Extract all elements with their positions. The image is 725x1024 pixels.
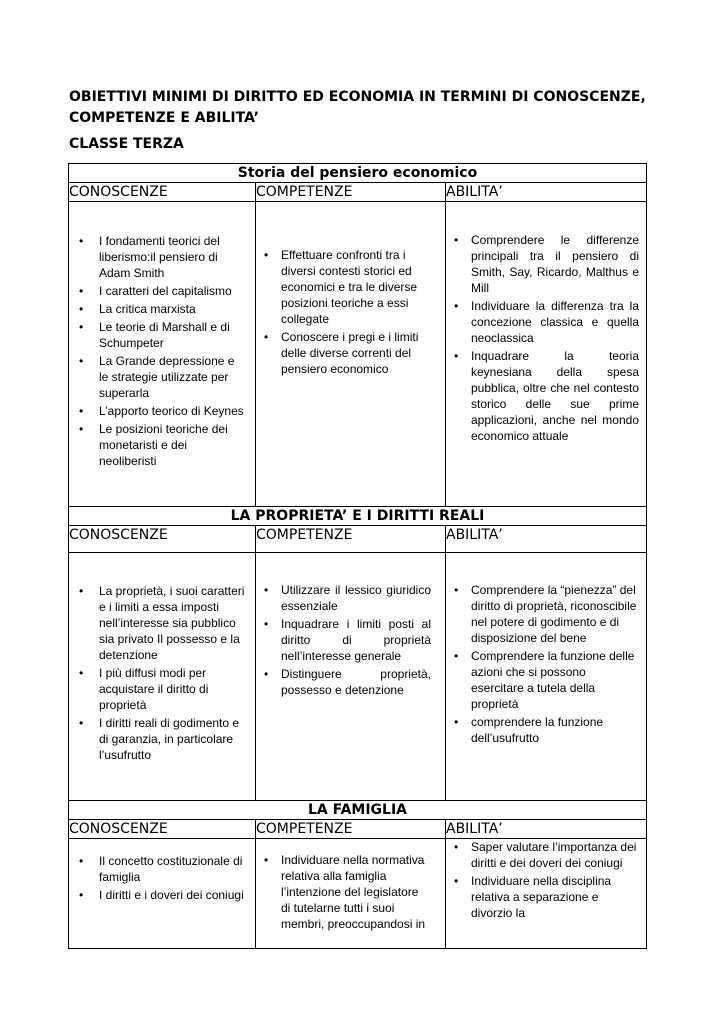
column-header-competenze: COMPETENZE xyxy=(256,526,446,553)
section-title: LA PROPRIETA’ E I DIRITTI REALI xyxy=(69,507,647,526)
list-item: • Inquadrare i limiti posti al diritto di proprietà nell’interesse generale xyxy=(256,616,445,664)
list-item: • Utilizzare il lessico giuridico essenziale xyxy=(256,582,445,614)
objectives-table xyxy=(68,163,647,949)
column-header-competenze: COMPETENZE xyxy=(256,183,446,202)
list-item: • Individuare la differenza tra la concezione classica e quella neoclassica xyxy=(446,298,646,346)
list-item: • Le teorie di Marshall e di Schumpeter xyxy=(69,319,255,351)
column-header-conoscenze: CONOSCENZE xyxy=(69,820,256,839)
list-item: • Saper valutare l’importanza dei diritti e dei doveri dei coniugi xyxy=(446,839,646,871)
list-item: • Individuare nella disciplina relativa a separazione e divorzio la xyxy=(446,873,646,921)
abilita-list xyxy=(446,232,646,444)
list-item: • I fondamenti teorici del liberismo:il pensiero di Adam Smith xyxy=(69,233,255,281)
conoscenze-cell xyxy=(69,839,256,949)
class-label: CLASSE TERZA xyxy=(69,136,184,152)
list-item: • I diritti reali di godimento e di garanzia, in particolare l’usufrutto xyxy=(69,715,255,763)
section-title: Storia del pensiero economico xyxy=(69,164,647,183)
competenze-cell xyxy=(256,553,446,801)
conoscenze-cell xyxy=(69,202,256,507)
list-item: • I più diffusi modi per acquistare il diritto di proprietà xyxy=(69,665,255,713)
abilita-cell xyxy=(446,202,647,507)
list-item: • comprendere la funzione dell’usufrutto xyxy=(446,714,646,746)
section-title: LA FAMIGLIA xyxy=(69,801,647,820)
competenze-list xyxy=(256,247,445,377)
abilita-list xyxy=(446,839,646,921)
abilita-list xyxy=(446,582,646,746)
column-header-competenze: COMPETENZE xyxy=(256,820,446,839)
conoscenze-list xyxy=(69,233,255,469)
list-item: • Il concetto costituzionale di famiglia xyxy=(69,853,255,885)
list-item: • Individuare nella normativa relativa alla famiglia l’intenzione del legislatore di tutelarne tutti i suoi membri, preoccupandosi in xyxy=(256,852,445,932)
column-header-conoscenze: CONOSCENZE xyxy=(69,526,256,553)
column-header-abilita: ABILITA’ xyxy=(446,820,647,839)
list-item: • Le posizioni teoriche dei monetaristi e dei neoliberisti xyxy=(69,421,255,469)
list-item: • Comprendere le differenze principali tra il pensiero di Smith, Say, Ricardo, Malthus e Mill xyxy=(446,232,646,296)
abilita-cell xyxy=(446,553,647,801)
list-item: • Comprendere la “pienezza” del diritto di proprietà, riconoscibile nel potere di godimento e di disposizione del bene xyxy=(446,582,646,646)
conoscenze-list xyxy=(69,853,255,903)
list-item: • La proprietà, i suoi caratteri e i limiti a essa imposti nell’interesse sia pubblico sia privato Il possesso e la detenzione xyxy=(69,583,255,663)
list-item: • I caratteri del capitalismo xyxy=(69,283,255,299)
list-item: • La Grande depressione e le strategie utilizzate per superarla xyxy=(69,353,255,401)
column-header-conoscenze: CONOSCENZE xyxy=(69,183,256,202)
document-title: OBIETTIVI MINIMI DI DIRITTO ED ECONOMIA IN TERMINI DI CONOSCENZE, COMPETENZE E ABILITA’ xyxy=(69,89,646,126)
list-item: • I diritti e i doveri dei coniugi xyxy=(69,887,255,903)
column-header-abilita: ABILITA’ xyxy=(446,183,647,202)
list-item: • L’apporto teorico di Keynes xyxy=(69,403,255,419)
list-item: • Comprendere la funzione delle azioni che si possono esercitare a tutela della proprietà xyxy=(446,648,646,712)
list-item: • Conoscere i pregi e i limiti delle diverse correnti del pensiero economico xyxy=(256,329,445,377)
list-item: • Effettuare confronti tra i diversi contesti storici ed economici e tra le diverse posizioni teoriche a essi collegate xyxy=(256,247,445,327)
abilita-cell xyxy=(446,839,647,949)
conoscenze-list xyxy=(69,583,255,763)
conoscenze-cell xyxy=(69,553,256,801)
competenze-list xyxy=(256,852,445,932)
list-item: • Distinguere proprietà, possesso e detenzione xyxy=(256,666,445,698)
competenze-cell xyxy=(256,839,446,949)
list-item: • Inquadrare la teoria keynesiana della spesa pubblica, oltre che nel contesto storico delle sue prime applicazioni, anche nel mondo economico attuale xyxy=(446,348,646,444)
competenze-cell xyxy=(256,202,446,507)
competenze-list xyxy=(256,582,445,698)
list-item: • La critica marxista xyxy=(69,301,255,317)
column-header-abilita: ABILITA’ xyxy=(446,526,647,553)
